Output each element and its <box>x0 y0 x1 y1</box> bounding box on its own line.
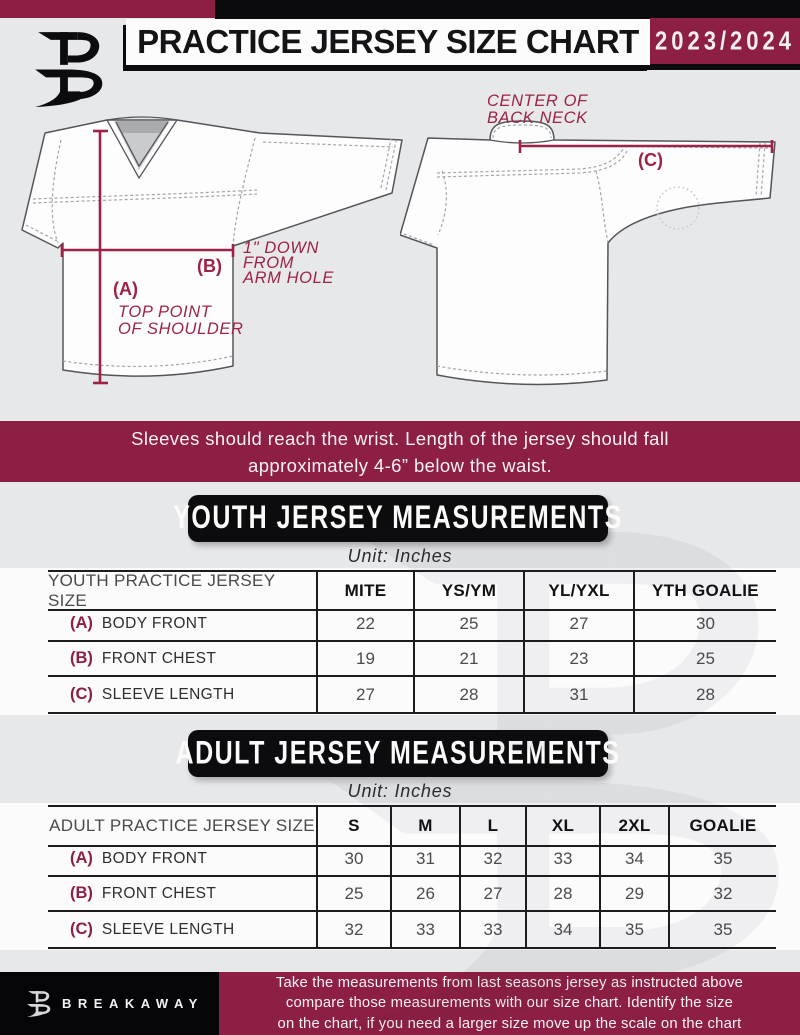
cell-value: 19 <box>316 642 413 677</box>
label-a-note-2: OF SHOULDER <box>118 320 244 338</box>
cell-value: 32 <box>459 842 525 877</box>
label-a-note-1: TOP POINT <box>118 303 212 321</box>
cell-value: 30 <box>316 842 390 877</box>
footer-line2: compare those measurements with our size chart. Identify the size <box>285 995 734 1012</box>
cell-value: 25 <box>316 877 390 912</box>
cell-value: 32 <box>316 912 390 947</box>
row-label: (C) SLEEVE LENGTH <box>70 685 235 703</box>
adult-header-size-col: ADULT PRACTICE JERSEY SIZE <box>48 807 316 847</box>
label-c-note-1: CENTER OF <box>487 92 588 110</box>
cell-value: 34 <box>525 912 599 947</box>
cell-value: 21 <box>413 642 523 677</box>
adult-header-m: M <box>390 807 459 847</box>
cell-value: 33 <box>459 912 525 947</box>
cell-value: 35 <box>668 912 776 947</box>
youth-header-goalie: YTH GOALIE <box>633 572 776 611</box>
cell-value: 31 <box>390 842 459 877</box>
cell-value: 29 <box>599 877 668 912</box>
breakaway-logo-icon <box>32 24 110 112</box>
cell-value: 28 <box>413 677 523 712</box>
season-badge <box>650 18 800 64</box>
cell-value: 30 <box>633 607 776 642</box>
row-label: (A) BODY FRONT <box>48 842 316 877</box>
label-a-key: (A) <box>113 279 138 299</box>
row-label: (C) SLEEVE LENGTH <box>70 920 235 938</box>
label-b-note-3: ARM HOLE <box>243 269 334 287</box>
fit-notice-line1: Sleeves should reach the wrist. Length of the jersey should fall <box>131 427 669 449</box>
cell-value: 25 <box>413 607 523 642</box>
title-box <box>126 19 650 65</box>
footer-line3: on the chart, if you need a larger size move up the scale on the chart <box>277 1015 742 1032</box>
label-b-note-1: 1" DOWN <box>243 239 320 257</box>
back-jersey-diagram <box>400 85 800 415</box>
adult-header-s: S <box>316 807 390 847</box>
youth-header-mite: MITE <box>316 572 413 611</box>
adult-size-table <box>48 805 776 949</box>
fit-notice-banner <box>0 421 800 482</box>
label-b-note-2: FROM <box>243 254 294 272</box>
adult-header-l: L <box>459 807 525 847</box>
row-label: (B) FRONT CHEST <box>48 877 316 912</box>
label-c-note-2: BACK NECK <box>487 109 588 127</box>
cell-value: 35 <box>599 912 668 947</box>
adult-unit-label: Unit: Inches <box>347 781 453 801</box>
cell-value: 22 <box>316 607 413 642</box>
cell-value: 27 <box>523 607 633 642</box>
youth-size-table <box>48 570 776 714</box>
season-label: 2023/2024 <box>655 25 795 56</box>
row-label: (B) FRONT CHEST <box>48 642 316 677</box>
fit-notice-line2: approximately 4-6” below the waist. <box>248 454 552 476</box>
youth-unit-label: Unit: Inches <box>347 546 453 566</box>
brand-name: BREAKAWAY <box>62 996 204 1011</box>
header-maroon-strip <box>0 0 215 18</box>
youth-banner-label: YOUTH JERSEY MEASUREMENTS <box>173 499 623 537</box>
cell-value: 32 <box>668 877 776 912</box>
breakaway-footer-logo-icon <box>26 988 53 1019</box>
footer-instructions <box>219 972 800 1035</box>
youth-section-banner <box>173 495 623 542</box>
adult-section-banner <box>175 730 621 777</box>
label-b-key: (B) <box>197 256 222 276</box>
cell-value: 26 <box>390 877 459 912</box>
adult-header-xl: XL <box>525 807 599 847</box>
adult-header-2xl: 2XL <box>599 807 668 847</box>
footer-brand-block <box>0 972 219 1035</box>
cell-value: 33 <box>390 912 459 947</box>
cell-value: 27 <box>316 677 413 712</box>
cell-value: 23 <box>523 642 633 677</box>
youth-header-ylyxl: YL/YXL <box>523 572 633 611</box>
row-label: (A) BODY FRONT <box>48 607 316 642</box>
cell-value: 34 <box>599 842 668 877</box>
adult-banner-label: ADULT JERSEY MEASUREMENTS <box>175 734 621 772</box>
cell-value: 25 <box>633 642 776 677</box>
page-title: PRACTICE JERSEY SIZE CHART <box>137 23 639 60</box>
cell-value: 35 <box>668 842 776 877</box>
label-c-key: (C) <box>638 150 663 170</box>
cell-value: 31 <box>523 677 633 712</box>
footer-line1: Take the measurements from last seasons jersey as instructed above <box>275 974 744 991</box>
youth-header-size-col: YOUTH PRACTICE JERSEY SIZE <box>48 572 316 611</box>
adult-header-goalie: GOALIE <box>668 807 776 847</box>
cell-value: 27 <box>459 877 525 912</box>
cell-value: 28 <box>633 677 776 712</box>
cell-value: 28 <box>525 877 599 912</box>
cell-value: 33 <box>525 842 599 877</box>
youth-header-ysym: YS/YM <box>413 572 523 611</box>
front-jersey-diagram <box>5 100 405 410</box>
